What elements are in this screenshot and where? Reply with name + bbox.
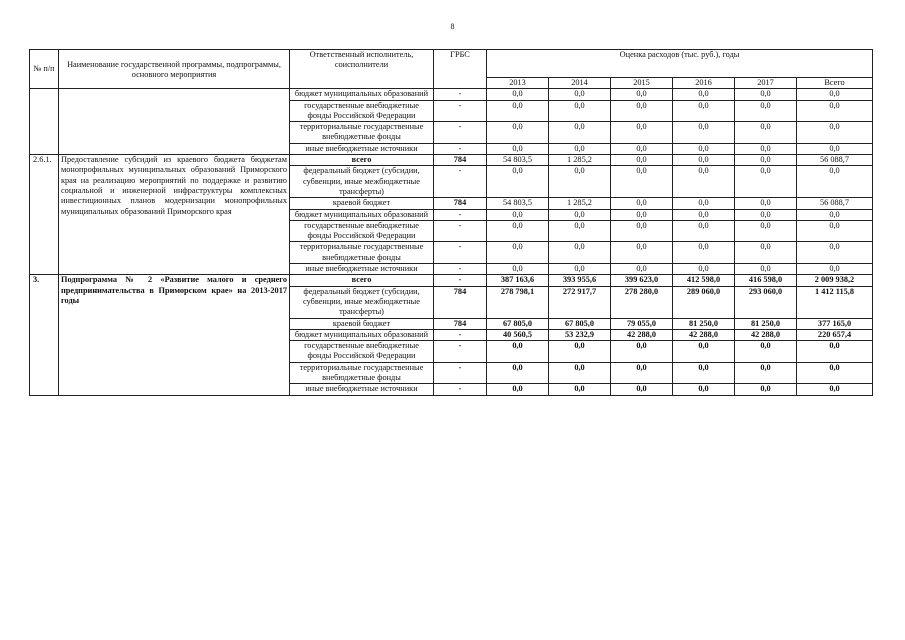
grbs-cell: - [434, 264, 487, 275]
value-cell: 0,0 [735, 264, 797, 275]
header-row [30, 50, 873, 78]
value-cell: 0,0 [735, 143, 797, 154]
value-cell: 0,0 [549, 220, 611, 242]
col-exec-header: Ответственный исполнитель, соисполнители [290, 50, 434, 89]
value-cell: 0,0 [487, 384, 549, 395]
value-cell: 0,0 [673, 220, 735, 242]
value-cell: 0,0 [549, 100, 611, 122]
value-cell: 0,0 [735, 198, 797, 209]
total-cell: 0,0 [797, 362, 873, 384]
value-cell: 0,0 [549, 122, 611, 144]
value-cell: 387 163,6 [487, 275, 549, 286]
source-cell: федеральный бюджет (субсидии, субвенции, иные межбюджетные трансферты) [290, 166, 434, 198]
source-cell: иные внебюджетные источники [290, 143, 434, 154]
source-cell: краевой бюджет [290, 198, 434, 209]
table-row [30, 89, 873, 100]
value-cell: 0,0 [673, 89, 735, 100]
grbs-cell: - [434, 275, 487, 286]
source-cell: государственные внебюджетные фонды Российской Федерации [290, 220, 434, 242]
value-cell: 0,0 [487, 264, 549, 275]
value-cell: 0,0 [487, 341, 549, 363]
value-cell: 0,0 [735, 155, 797, 166]
total-cell: 0,0 [797, 220, 873, 242]
source-cell: бюджет муниципальных образований [290, 329, 434, 340]
grbs-cell: - [434, 220, 487, 242]
value-cell: 0,0 [487, 166, 549, 198]
value-cell: 0,0 [549, 166, 611, 198]
total-cell: 0,0 [797, 209, 873, 220]
total-cell: 0,0 [797, 384, 873, 395]
value-cell: 0,0 [611, 122, 673, 144]
value-cell: 0,0 [549, 264, 611, 275]
value-cell: 0,0 [611, 198, 673, 209]
source-cell: всего [290, 155, 434, 166]
year-header: 2016 [673, 78, 735, 89]
value-cell: 0,0 [487, 143, 549, 154]
year-header: 2013 [487, 78, 549, 89]
value-cell: 0,0 [549, 209, 611, 220]
grbs-cell: 784 [434, 198, 487, 209]
value-cell: 0,0 [673, 264, 735, 275]
value-cell: 67 805,0 [487, 318, 549, 329]
grbs-cell: 784 [434, 286, 487, 318]
value-cell: 40 560,5 [487, 329, 549, 340]
value-cell: 0,0 [549, 384, 611, 395]
expenditure-table [29, 49, 873, 396]
grbs-cell: - [434, 329, 487, 340]
grbs-cell: 784 [434, 318, 487, 329]
value-cell: 0,0 [611, 362, 673, 384]
value-cell: 0,0 [611, 209, 673, 220]
no-cell [30, 89, 59, 155]
source-cell: территориальные государственные внебюджетные фонды [290, 362, 434, 384]
total-cell: 1 412 115,8 [797, 286, 873, 318]
value-cell: 53 232,9 [549, 329, 611, 340]
value-cell: 0,0 [673, 122, 735, 144]
grbs-cell: - [434, 209, 487, 220]
value-cell: 0,0 [549, 89, 611, 100]
value-cell: 0,0 [549, 362, 611, 384]
value-cell: 1 285,2 [549, 198, 611, 209]
value-cell: 399 623,0 [611, 275, 673, 286]
source-cell: бюджет муниципальных образований [290, 209, 434, 220]
value-cell: 0,0 [487, 89, 549, 100]
source-cell: иные внебюджетные источники [290, 264, 434, 275]
value-cell: 1 285,2 [549, 155, 611, 166]
source-cell: бюджет муниципальных образований [290, 89, 434, 100]
year-header: 2015 [611, 78, 673, 89]
total-header: Всего [797, 78, 873, 89]
total-cell: 56 088,7 [797, 155, 873, 166]
value-cell: 81 250,0 [673, 318, 735, 329]
value-cell: 0,0 [549, 341, 611, 363]
value-cell: 0,0 [673, 384, 735, 395]
value-cell: 272 917,7 [549, 286, 611, 318]
value-cell: 0,0 [673, 143, 735, 154]
value-cell: 0,0 [735, 100, 797, 122]
grbs-cell: - [434, 89, 487, 100]
source-cell: федеральный бюджет (субсидии, субвенции, иные межбюджетные трансферты) [290, 286, 434, 318]
grbs-cell: 784 [434, 155, 487, 166]
value-cell: 42 288,0 [673, 329, 735, 340]
total-cell: 0,0 [797, 122, 873, 144]
grbs-cell: - [434, 362, 487, 384]
value-cell: 0,0 [611, 242, 673, 264]
value-cell: 0,0 [487, 209, 549, 220]
value-cell: 0,0 [611, 143, 673, 154]
value-cell: 0,0 [487, 242, 549, 264]
total-cell: 0,0 [797, 264, 873, 275]
value-cell: 278 280,0 [611, 286, 673, 318]
value-cell: 0,0 [611, 166, 673, 198]
value-cell: 81 250,0 [735, 318, 797, 329]
value-cell: 0,0 [735, 209, 797, 220]
table-row [30, 155, 873, 166]
value-cell: 278 798,1 [487, 286, 549, 318]
col-no-header: № п/п [30, 50, 59, 89]
grbs-cell: - [434, 384, 487, 395]
value-cell: 0,0 [735, 362, 797, 384]
grbs-cell: - [434, 242, 487, 264]
value-cell: 0,0 [735, 384, 797, 395]
value-cell: 0,0 [735, 166, 797, 198]
value-cell: 0,0 [611, 264, 673, 275]
value-cell: 0,0 [673, 100, 735, 122]
total-cell: 56 088,7 [797, 198, 873, 209]
grbs-cell: - [434, 143, 487, 154]
total-cell: 0,0 [797, 242, 873, 264]
value-cell: 0,0 [549, 242, 611, 264]
value-cell: 54 803,5 [487, 198, 549, 209]
source-cell: краевой бюджет [290, 318, 434, 329]
source-cell: территориальные государственные внебюджетные фонды [290, 242, 434, 264]
value-cell: 0,0 [611, 89, 673, 100]
year-header: 2017 [735, 78, 797, 89]
value-cell: 416 598,0 [735, 275, 797, 286]
source-cell: государственные внебюджетные фонды Российской Федерации [290, 100, 434, 122]
value-cell: 0,0 [673, 362, 735, 384]
value-cell: 0,0 [735, 122, 797, 144]
year-header: 2014 [549, 78, 611, 89]
page-number: 8 [450, 22, 455, 31]
col-name-header: Наименование государственной программы, подпрограммы, основного мероприятия [59, 50, 290, 89]
col-estimate-header: Оценка расходов (тыс. руб.), годы [487, 50, 873, 78]
value-cell: 0,0 [673, 155, 735, 166]
col-grbs-header: ГРБС [434, 50, 487, 89]
value-cell: 412 598,0 [673, 275, 735, 286]
value-cell: 0,0 [611, 155, 673, 166]
item-name: Предоставление субсидий из краевого бюджета бюджетам монопрофильных муниципальных образований Приморского края на реализацию мероприятий по поддержке и развитию социальной и инженерной инфраструктуры комплексных инвестиционных планов модернизации монопрофильных муниципальных образований Приморского края [59, 155, 290, 275]
value-cell: 0,0 [487, 100, 549, 122]
value-cell: 0,0 [611, 100, 673, 122]
value-cell: 0,0 [611, 384, 673, 395]
value-cell: 54 803,5 [487, 155, 549, 166]
value-cell: 293 060,0 [735, 286, 797, 318]
table-row [30, 275, 873, 286]
value-cell: 0,0 [735, 242, 797, 264]
item-number: 2.6.1. [30, 155, 59, 275]
value-cell: 0,0 [735, 89, 797, 100]
value-cell: 0,0 [549, 143, 611, 154]
value-cell: 0,0 [673, 166, 735, 198]
grbs-cell: - [434, 166, 487, 198]
total-cell: 377 165,0 [797, 318, 873, 329]
source-cell: территориальные государственные внебюджетные фонды [290, 122, 434, 144]
value-cell: 0,0 [487, 122, 549, 144]
value-cell: 42 288,0 [611, 329, 673, 340]
value-cell: 0,0 [735, 341, 797, 363]
value-cell: 79 055,0 [611, 318, 673, 329]
value-cell: 0,0 [673, 198, 735, 209]
value-cell: 0,0 [487, 220, 549, 242]
total-cell: 2 009 938,2 [797, 275, 873, 286]
item-number: 3. [30, 275, 59, 395]
item-name: Подпрограмма № 2 «Развитие малого и среднего предпринимательства в Приморском крае» на 2013-2017 годы [59, 275, 290, 395]
total-cell: 0,0 [797, 100, 873, 122]
value-cell: 0,0 [673, 341, 735, 363]
total-cell: 0,0 [797, 89, 873, 100]
source-cell: иные внебюджетные источники [290, 384, 434, 395]
grbs-cell: - [434, 341, 487, 363]
value-cell: 42 288,0 [735, 329, 797, 340]
total-cell: 220 657,4 [797, 329, 873, 340]
grbs-cell: - [434, 122, 487, 144]
value-cell: 393 955,6 [549, 275, 611, 286]
value-cell: 289 060,0 [673, 286, 735, 318]
value-cell: 0,0 [673, 242, 735, 264]
value-cell: 0,0 [735, 220, 797, 242]
source-cell: государственные внебюджетные фонды Российской Федерации [290, 341, 434, 363]
source-cell: всего [290, 275, 434, 286]
name-cell [59, 89, 290, 155]
grbs-cell: - [434, 100, 487, 122]
total-cell: 0,0 [797, 143, 873, 154]
value-cell: 0,0 [673, 209, 735, 220]
total-cell: 0,0 [797, 341, 873, 363]
value-cell: 67 805,0 [549, 318, 611, 329]
value-cell: 0,0 [487, 362, 549, 384]
total-cell: 0,0 [797, 166, 873, 198]
value-cell: 0,0 [611, 220, 673, 242]
value-cell: 0,0 [611, 341, 673, 363]
